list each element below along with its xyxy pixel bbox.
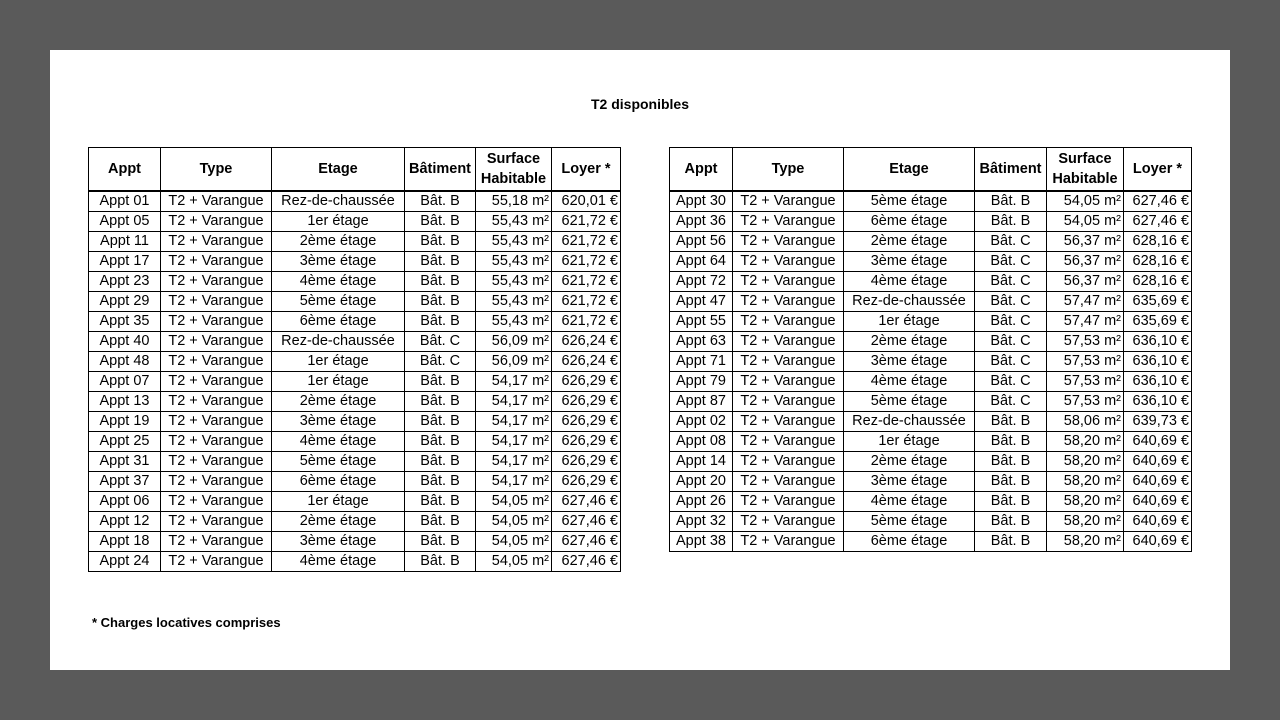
table-row <box>89 532 621 552</box>
cell-loyer: 626,24 € <box>552 332 621 352</box>
table-row <box>670 472 1192 492</box>
cell-surface: 56,37 m² <box>1047 272 1124 292</box>
table-row <box>670 352 1192 372</box>
cell-etage: 2ème étage <box>272 392 405 412</box>
cell-etage: 1er étage <box>844 312 975 332</box>
table-row <box>89 432 621 452</box>
cell-type: T2 + Varangue <box>161 372 272 392</box>
cell-batiment: Bât. C <box>975 392 1047 412</box>
cell-type: T2 + Varangue <box>161 212 272 232</box>
cell-etage: Rez-de-chaussée <box>272 332 405 352</box>
cell-appt: Appt 13 <box>89 392 161 412</box>
cell-type: T2 + Varangue <box>733 212 844 232</box>
cell-type: T2 + Varangue <box>733 512 844 532</box>
cell-etage: 6ème étage <box>272 312 405 332</box>
header-type: Type <box>161 148 272 192</box>
cell-type: T2 + Varangue <box>733 412 844 432</box>
cell-etage: 3ème étage <box>844 352 975 372</box>
cell-surface: 54,17 m² <box>476 392 552 412</box>
table-header-row <box>670 148 1192 192</box>
cell-appt: Appt 37 <box>89 472 161 492</box>
cell-surface: 58,20 m² <box>1047 432 1124 452</box>
cell-batiment: Bât. B <box>405 492 476 512</box>
cell-type: T2 + Varangue <box>161 552 272 572</box>
cell-batiment: Bât. B <box>405 392 476 412</box>
cell-surface: 58,20 m² <box>1047 512 1124 532</box>
cell-appt: Appt 29 <box>89 292 161 312</box>
cell-type: T2 + Varangue <box>733 332 844 352</box>
cell-surface: 54,05 m² <box>476 552 552 572</box>
cell-loyer: 640,69 € <box>1124 452 1192 472</box>
cell-surface: 55,43 m² <box>476 272 552 292</box>
cell-surface: 54,17 m² <box>476 432 552 452</box>
cell-loyer: 621,72 € <box>552 232 621 252</box>
table-header-row <box>89 148 621 192</box>
cell-appt: Appt 24 <box>89 552 161 572</box>
cell-loyer: 627,46 € <box>552 512 621 532</box>
cell-type: T2 + Varangue <box>161 392 272 412</box>
cell-loyer: 640,69 € <box>1124 532 1192 552</box>
cell-batiment: Bât. B <box>975 191 1047 212</box>
cell-type: T2 + Varangue <box>161 492 272 512</box>
cell-surface: 58,20 m² <box>1047 532 1124 552</box>
table-row <box>89 212 621 232</box>
cell-etage: 1er étage <box>272 352 405 372</box>
table-row <box>670 191 1192 212</box>
table-row <box>89 272 621 292</box>
cell-etage: 4ème étage <box>844 372 975 392</box>
cell-surface: 58,20 m² <box>1047 492 1124 512</box>
cell-surface: 58,20 m² <box>1047 452 1124 472</box>
cell-loyer: 628,16 € <box>1124 252 1192 272</box>
cell-loyer: 628,16 € <box>1124 272 1192 292</box>
table-row <box>670 292 1192 312</box>
cell-appt: Appt 38 <box>670 532 733 552</box>
cell-appt: Appt 47 <box>670 292 733 312</box>
cell-surface: 54,05 m² <box>476 532 552 552</box>
cell-appt: Appt 14 <box>670 452 733 472</box>
header-surface-line1: Surface <box>486 151 541 167</box>
cell-batiment: Bât. B <box>405 512 476 532</box>
cell-etage: 5ème étage <box>844 392 975 412</box>
table-row <box>670 312 1192 332</box>
cell-loyer: 621,72 € <box>552 272 621 292</box>
cell-batiment: Bât. B <box>975 512 1047 532</box>
cell-batiment: Bât. B <box>975 432 1047 452</box>
cell-surface: 55,43 m² <box>476 292 552 312</box>
cell-batiment: Bât. B <box>975 212 1047 232</box>
cell-type: T2 + Varangue <box>161 292 272 312</box>
cell-loyer: 626,29 € <box>552 412 621 432</box>
table-row <box>670 492 1192 512</box>
cell-etage: Rez-de-chaussée <box>844 412 975 432</box>
cell-etage: 2ème étage <box>272 512 405 532</box>
cell-etage: 5ème étage <box>844 512 975 532</box>
cell-loyer: 640,69 € <box>1124 472 1192 492</box>
cell-appt: Appt 55 <box>670 312 733 332</box>
cell-appt: Appt 12 <box>89 512 161 532</box>
cell-loyer: 621,72 € <box>552 212 621 232</box>
cell-loyer: 627,46 € <box>1124 191 1192 212</box>
apartments-table-left <box>88 147 621 572</box>
cell-batiment: Bât. B <box>405 212 476 232</box>
table-row <box>89 452 621 472</box>
table-row <box>670 272 1192 292</box>
cell-appt: Appt 23 <box>89 272 161 292</box>
cell-appt: Appt 64 <box>670 252 733 272</box>
cell-loyer: 628,16 € <box>1124 232 1192 252</box>
cell-appt: Appt 48 <box>89 352 161 372</box>
cell-batiment: Bât. B <box>405 272 476 292</box>
cell-appt: Appt 71 <box>670 352 733 372</box>
cell-appt: Appt 02 <box>670 412 733 432</box>
table-row <box>89 352 621 372</box>
cell-loyer: 626,29 € <box>552 432 621 452</box>
cell-loyer: 626,24 € <box>552 352 621 372</box>
table-row <box>89 372 621 392</box>
cell-type: T2 + Varangue <box>161 332 272 352</box>
cell-batiment: Bât. B <box>405 552 476 572</box>
table-row <box>670 392 1192 412</box>
cell-batiment: Bât. C <box>975 292 1047 312</box>
cell-appt: Appt 08 <box>670 432 733 452</box>
cell-loyer: 627,46 € <box>552 492 621 512</box>
table-row <box>89 252 621 272</box>
header-appt: Appt <box>670 148 733 192</box>
table-row <box>89 512 621 532</box>
cell-type: T2 + Varangue <box>733 472 844 492</box>
cell-appt: Appt 06 <box>89 492 161 512</box>
footnote: * Charges locatives comprises <box>92 615 281 630</box>
cell-batiment: Bât. B <box>975 452 1047 472</box>
cell-batiment: Bât. C <box>975 232 1047 252</box>
cell-batiment: Bât. C <box>975 312 1047 332</box>
cell-type: T2 + Varangue <box>733 312 844 332</box>
cell-type: T2 + Varangue <box>161 252 272 272</box>
cell-appt: Appt 87 <box>670 392 733 412</box>
cell-batiment: Bât. B <box>405 232 476 252</box>
cell-type: T2 + Varangue <box>733 252 844 272</box>
cell-type: T2 + Varangue <box>161 352 272 372</box>
cell-appt: Appt 40 <box>89 332 161 352</box>
table-row <box>670 372 1192 392</box>
cell-batiment: Bât. B <box>975 472 1047 492</box>
header-etage: Etage <box>272 148 405 192</box>
cell-type: T2 + Varangue <box>733 191 844 212</box>
cell-loyer: 640,69 € <box>1124 492 1192 512</box>
table-row <box>89 232 621 252</box>
header-batiment: Bâtiment <box>975 148 1047 192</box>
cell-surface: 54,17 m² <box>476 472 552 492</box>
cell-surface: 54,05 m² <box>476 512 552 532</box>
cell-type: T2 + Varangue <box>733 372 844 392</box>
header-surface <box>1047 148 1124 192</box>
cell-surface: 54,05 m² <box>1047 212 1124 232</box>
cell-loyer: 621,72 € <box>552 312 621 332</box>
table-row <box>670 332 1192 352</box>
cell-batiment: Bât. B <box>405 292 476 312</box>
table-row <box>670 512 1192 532</box>
cell-surface: 54,17 m² <box>476 412 552 432</box>
cell-appt: Appt 79 <box>670 372 733 392</box>
cell-appt: Appt 07 <box>89 372 161 392</box>
cell-surface: 54,17 m² <box>476 372 552 392</box>
cell-appt: Appt 35 <box>89 312 161 332</box>
cell-batiment: Bât. B <box>405 532 476 552</box>
cell-etage: 5ème étage <box>272 292 405 312</box>
cell-type: T2 + Varangue <box>733 352 844 372</box>
table-row <box>89 292 621 312</box>
cell-loyer: 636,10 € <box>1124 352 1192 372</box>
header-surface <box>476 148 552 192</box>
cell-type: T2 + Varangue <box>161 312 272 332</box>
header-surface-line2: Habitable <box>1052 171 1118 187</box>
table-row <box>670 432 1192 452</box>
cell-loyer: 627,46 € <box>1124 212 1192 232</box>
cell-etage: 3ème étage <box>272 412 405 432</box>
cell-batiment: Bât. C <box>975 332 1047 352</box>
cell-loyer: 636,10 € <box>1124 372 1192 392</box>
cell-batiment: Bât. B <box>405 372 476 392</box>
cell-etage: 1er étage <box>272 212 405 232</box>
cell-loyer: 626,29 € <box>552 372 621 392</box>
cell-batiment: Bât. C <box>975 372 1047 392</box>
cell-surface: 57,53 m² <box>1047 372 1124 392</box>
cell-type: T2 + Varangue <box>161 272 272 292</box>
table-row <box>89 412 621 432</box>
cell-loyer: 626,29 € <box>552 392 621 412</box>
cell-surface: 56,09 m² <box>476 352 552 372</box>
table-row <box>89 552 621 572</box>
cell-etage: 3ème étage <box>272 252 405 272</box>
cell-surface: 58,06 m² <box>1047 412 1124 432</box>
cell-appt: Appt 56 <box>670 232 733 252</box>
cell-batiment: Bât. C <box>975 352 1047 372</box>
header-surface-line1: Surface <box>1058 151 1112 167</box>
cell-etage: 3ème étage <box>272 532 405 552</box>
cell-etage: 4ème étage <box>844 492 975 512</box>
cell-appt: Appt 11 <box>89 232 161 252</box>
cell-appt: Appt 31 <box>89 452 161 472</box>
cell-loyer: 636,10 € <box>1124 332 1192 352</box>
cell-etage: 1er étage <box>272 372 405 392</box>
cell-etage: 4ème étage <box>272 272 405 292</box>
table-row <box>89 492 621 512</box>
cell-type: T2 + Varangue <box>733 272 844 292</box>
header-surface-line2: Habitable <box>480 171 547 187</box>
document-title: T2 disponibles <box>590 96 689 112</box>
cell-appt: Appt 18 <box>89 532 161 552</box>
cell-etage: 2ème étage <box>844 232 975 252</box>
cell-type: T2 + Varangue <box>161 472 272 492</box>
cell-etage: 2ème étage <box>272 232 405 252</box>
cell-type: T2 + Varangue <box>161 412 272 432</box>
cell-etage: Rez-de-chaussée <box>272 191 405 212</box>
cell-appt: Appt 05 <box>89 212 161 232</box>
cell-type: T2 + Varangue <box>161 532 272 552</box>
cell-loyer: 621,72 € <box>552 252 621 272</box>
cell-etage: 5ème étage <box>272 452 405 472</box>
cell-surface: 57,47 m² <box>1047 292 1124 312</box>
cell-batiment: Bât. B <box>405 191 476 212</box>
table-row <box>670 532 1192 552</box>
header-batiment: Bâtiment <box>405 148 476 192</box>
cell-batiment: Bât. C <box>405 352 476 372</box>
cell-batiment: Bât. C <box>975 252 1047 272</box>
table-row <box>89 312 621 332</box>
cell-type: T2 + Varangue <box>161 512 272 532</box>
cell-loyer: 635,69 € <box>1124 312 1192 332</box>
table-row <box>670 232 1192 252</box>
cell-batiment: Bât. B <box>975 492 1047 512</box>
cell-etage: 1er étage <box>844 432 975 452</box>
cell-surface: 57,53 m² <box>1047 352 1124 372</box>
cell-appt: Appt 20 <box>670 472 733 492</box>
cell-batiment: Bât. B <box>405 312 476 332</box>
cell-surface: 55,43 m² <box>476 312 552 332</box>
cell-type: T2 + Varangue <box>733 492 844 512</box>
cell-batiment: Bât. B <box>975 532 1047 552</box>
cell-type: T2 + Varangue <box>161 452 272 472</box>
cell-type: T2 + Varangue <box>733 452 844 472</box>
cell-etage: 2ème étage <box>844 452 975 472</box>
table-row <box>89 472 621 492</box>
cell-etage: 6ème étage <box>844 532 975 552</box>
cell-loyer: 639,73 € <box>1124 412 1192 432</box>
cell-type: T2 + Varangue <box>733 392 844 412</box>
cell-batiment: Bât. B <box>405 252 476 272</box>
cell-appt: Appt 01 <box>89 191 161 212</box>
cell-loyer: 626,29 € <box>552 472 621 492</box>
cell-etage: 3ème étage <box>844 252 975 272</box>
table-row <box>670 412 1192 432</box>
cell-batiment: Bât. C <box>975 272 1047 292</box>
cell-batiment: Bât. C <box>405 332 476 352</box>
cell-etage: 1er étage <box>272 492 405 512</box>
cell-surface: 56,09 m² <box>476 332 552 352</box>
cell-type: T2 + Varangue <box>733 532 844 552</box>
cell-etage: 5ème étage <box>844 191 975 212</box>
cell-surface: 55,43 m² <box>476 252 552 272</box>
cell-surface: 57,53 m² <box>1047 392 1124 412</box>
header-loyer: Loyer * <box>552 148 621 192</box>
cell-etage: 6ème étage <box>844 212 975 232</box>
cell-type: T2 + Varangue <box>733 232 844 252</box>
cell-appt: Appt 63 <box>670 332 733 352</box>
header-appt: Appt <box>89 148 161 192</box>
cell-etage: Rez-de-chaussée <box>844 292 975 312</box>
cell-surface: 58,20 m² <box>1047 472 1124 492</box>
cell-type: T2 + Varangue <box>733 292 844 312</box>
table-row <box>670 452 1192 472</box>
cell-appt: Appt 26 <box>670 492 733 512</box>
cell-batiment: Bât. B <box>405 432 476 452</box>
cell-surface: 55,43 m² <box>476 232 552 252</box>
cell-surface: 56,37 m² <box>1047 252 1124 272</box>
cell-surface: 57,47 m² <box>1047 312 1124 332</box>
cell-loyer: 621,72 € <box>552 292 621 312</box>
cell-appt: Appt 25 <box>89 432 161 452</box>
cell-loyer: 627,46 € <box>552 532 621 552</box>
cell-surface: 54,05 m² <box>1047 191 1124 212</box>
table-row <box>670 252 1192 272</box>
cell-etage: 6ème étage <box>272 472 405 492</box>
cell-loyer: 620,01 € <box>552 191 621 212</box>
cell-surface: 54,17 m² <box>476 452 552 472</box>
cell-etage: 4ème étage <box>272 552 405 572</box>
cell-surface: 54,05 m² <box>476 492 552 512</box>
cell-type: T2 + Varangue <box>161 232 272 252</box>
table-row <box>670 212 1192 232</box>
cell-appt: Appt 32 <box>670 512 733 532</box>
cell-loyer: 626,29 € <box>552 452 621 472</box>
header-etage: Etage <box>844 148 975 192</box>
cell-type: T2 + Varangue <box>161 191 272 212</box>
table-row <box>89 332 621 352</box>
cell-appt: Appt 19 <box>89 412 161 432</box>
cell-surface: 57,53 m² <box>1047 332 1124 352</box>
cell-batiment: Bât. B <box>405 412 476 432</box>
cell-loyer: 635,69 € <box>1124 292 1192 312</box>
cell-appt: Appt 36 <box>670 212 733 232</box>
cell-appt: Appt 72 <box>670 272 733 292</box>
cell-appt: Appt 17 <box>89 252 161 272</box>
cell-surface: 56,37 m² <box>1047 232 1124 252</box>
cell-loyer: 636,10 € <box>1124 392 1192 412</box>
cell-batiment: Bât. B <box>975 412 1047 432</box>
cell-loyer: 627,46 € <box>552 552 621 572</box>
cell-etage: 3ème étage <box>844 472 975 492</box>
cell-surface: 55,18 m² <box>476 191 552 212</box>
cell-appt: Appt 30 <box>670 191 733 212</box>
cell-etage: 4ème étage <box>844 272 975 292</box>
header-loyer: Loyer * <box>1124 148 1192 192</box>
cell-batiment: Bât. B <box>405 452 476 472</box>
cell-surface: 55,43 m² <box>476 212 552 232</box>
cell-loyer: 640,69 € <box>1124 432 1192 452</box>
cell-etage: 4ème étage <box>272 432 405 452</box>
table-row <box>89 392 621 412</box>
apartments-table-right <box>669 147 1192 552</box>
header-type: Type <box>733 148 844 192</box>
cell-etage: 2ème étage <box>844 332 975 352</box>
table-row <box>89 191 621 212</box>
cell-type: T2 + Varangue <box>161 432 272 452</box>
cell-loyer: 640,69 € <box>1124 512 1192 532</box>
cell-type: T2 + Varangue <box>733 432 844 452</box>
cell-batiment: Bât. B <box>405 472 476 492</box>
